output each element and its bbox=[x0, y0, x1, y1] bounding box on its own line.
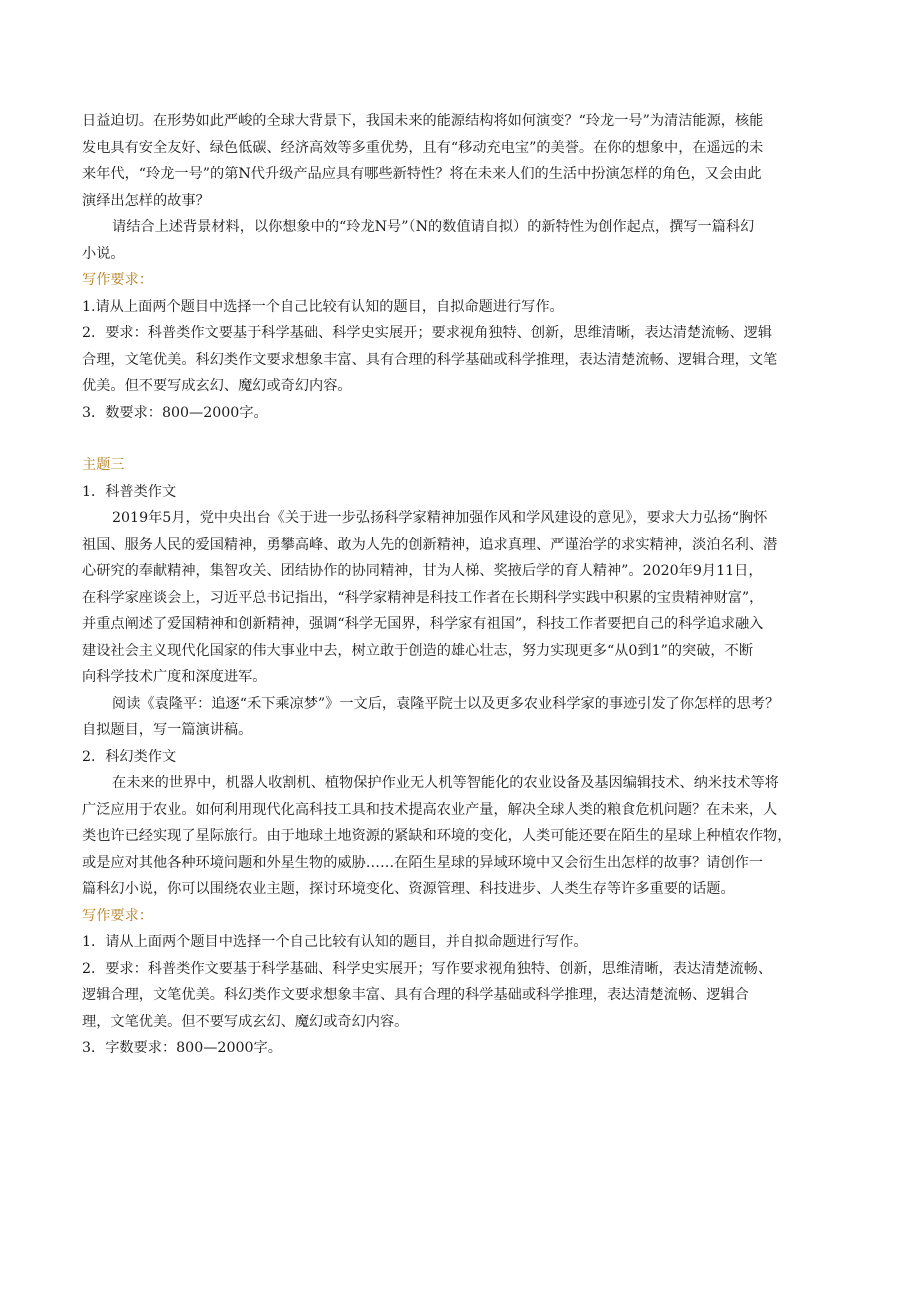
text-line: 来年代，“玲龙一号”的第N代升级产品应具有哪些新特性？将在未来人们的生活中扮演怎样的角色，又会由此 bbox=[82, 166, 762, 182]
intro-paragraph bbox=[82, 108, 842, 214]
subsection-title: 2．科幻类作文 bbox=[82, 748, 177, 765]
text-line: 建设社会主义现代化国家的伟大事业中去，树立敢于创造的雄心壮志，努力实现更多“从0到1”的突破，不断 bbox=[82, 642, 754, 659]
reading-task-paragraph bbox=[82, 691, 842, 744]
text-line: 心研究的奉献精神，集智攻关、团结协作的协同精神，甘为人梯、奖掖后学的育人精神”。2020年9月11日， bbox=[82, 563, 763, 579]
requirement-item: 3．数要求：800—2000字。 bbox=[82, 404, 268, 421]
intro-task-paragraph bbox=[82, 214, 842, 267]
sci-fi-paragraph bbox=[82, 770, 842, 903]
requirement-item: 1．请从上面两个题目中选择一个自己比较有认知的题目，并自拟命题进行写作。 bbox=[82, 934, 588, 950]
text-line: 广泛应用于农业。如何利用现代化高科技工具和技术提高农业产量，解决全球人类的粮食危机问题？在未来，人 bbox=[82, 801, 778, 818]
requirements-heading: 写作要求： bbox=[82, 907, 153, 924]
requirement-item: 合理，文笔优美。科幻类作文要求想象丰富、具有合理的科学基础或科学推理，表达清楚流畅、逻辑合理，文笔 bbox=[82, 351, 778, 368]
requirement-item: 2．要求：科普类作文要基于科学基础、科学史实展开；写作要求视角独特、创新，思维清晰，表达清楚流畅、 bbox=[82, 960, 773, 977]
text-line: 并重点阐述了爱国精神和创新精神，强调“科学无国界，科学家有祖国”，科技工作者要把自己的科学追求融入 bbox=[82, 616, 764, 632]
requirement-item: 理，文笔优美。但不要写成玄幻、魔幻或奇幻内容。 bbox=[82, 1013, 409, 1030]
text-line: 请结合上述背景材料，以你想象中的“玲龙N号”（N的数值请自拟）的新特性为创作起点，撰写一篇科幻 bbox=[112, 219, 755, 235]
text-line: 祖国、服务人民的爱国精神，勇攀高峰、敢为人先的创新精神，追求真理、严谨治学的求实精神，淡泊名利、潜 bbox=[82, 536, 778, 553]
text-line: 在科学家座谈会上，习近平总书记指出，“科学家精神是科技工作者在长期科学实践中积累的宝贵精神财富”， bbox=[82, 589, 764, 606]
text-line: 向科学技术广度和深度进军。 bbox=[82, 669, 267, 685]
text-line: 在未来的世界中，机器人收割机、植物保护作业无人机等智能化的农业设备及基因编辑技术、纳米技术等将 bbox=[112, 775, 779, 791]
text-line: 或是应对其他各种环境问题和外星生物的威胁……在陌生星球的异域环境中又会衍生出怎样的故事？请创作一 bbox=[82, 854, 764, 871]
text-line: 小说。 bbox=[82, 245, 125, 262]
popular-science-paragraph bbox=[82, 505, 842, 691]
text-line: 类也许已经实现了星际旅行。由于地球土地资源的紧缺和环境的变化，人类可能还要在陌生的星球上种植农作物， bbox=[82, 828, 792, 844]
requirements-section-1 bbox=[82, 267, 842, 426]
text-line: 发电具有安全友好、绿色低碳、经济高效等多重优势，且有“移动充电宝”的美誉。在你的想象中，在遥远的未 bbox=[82, 139, 764, 156]
requirements-heading: 写作要求： bbox=[82, 272, 153, 288]
text-line: 阅读《袁隆平：追逐“禾下乘凉梦”》一文后，袁隆平院士以及更多农业科学家的事迹引发了你怎样的思考？ bbox=[112, 695, 780, 712]
requirement-item: 3．字数要求：800—2000字。 bbox=[82, 1040, 282, 1056]
requirement-item: 优美。但不要写成玄幻、魔幻或奇幻内容。 bbox=[82, 378, 352, 394]
text-line: 2019年5月，党中央出台《关于进一步弘扬科学家精神加强作风和学风建设的意见》，要求大力弘扬“胸怀 bbox=[112, 510, 768, 526]
theme-title: 主题三 bbox=[82, 457, 125, 473]
text-line: 自拟题目，写一篇演讲稿。 bbox=[82, 722, 253, 738]
subsection-title: 1．科普类作文 bbox=[82, 483, 177, 500]
requirements-section-2 bbox=[82, 903, 842, 1062]
theme-three-section bbox=[82, 452, 842, 903]
text-line: 日益迫切。在形势如此严峻的全球大背景下，我国未来的能源结构将如何演变？“玲龙一号”为清洁能源，核能 bbox=[82, 113, 764, 129]
document-page bbox=[82, 108, 842, 1062]
requirement-item: 逻辑合理，文笔优美。科幻类作文要求想象丰富、具有合理的科学基础或科学推理，表达清楚流畅、逻辑合 bbox=[82, 987, 749, 1003]
requirement-item: 2．要求：科普类作文要基于科学基础、科学史实展开；要求视角独特、创新，思维清晰，表达清楚流畅、逻辑 bbox=[82, 325, 773, 341]
section-gap bbox=[82, 426, 842, 452]
text-line: 演绎出怎样的故事？ bbox=[82, 192, 210, 209]
requirement-item: 1.请从上面两个题目中选择一个自己比较有认知的题目，自拟命题进行写作。 bbox=[82, 298, 564, 315]
text-line: 篇科幻小说，你可以围绕农业主题，探讨环境变化、资源管理、科技进步、人类生存等许多重要的话题。 bbox=[82, 881, 735, 897]
